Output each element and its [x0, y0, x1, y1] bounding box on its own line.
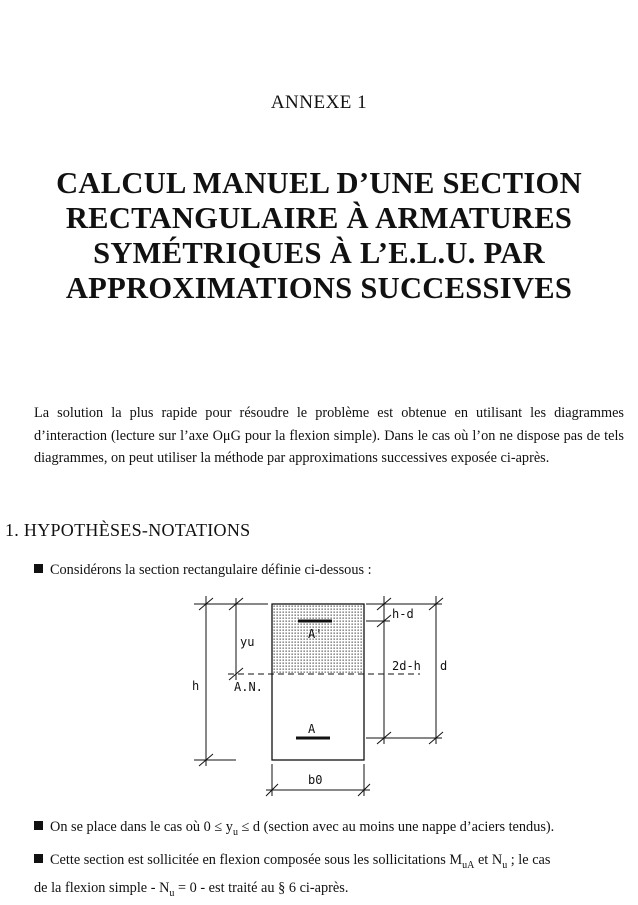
bullet-2-text-b: ≤ d (section avec au moins une nappe d’aciers tendus). — [237, 819, 555, 835]
bullet-square-icon — [34, 564, 43, 573]
bullet-3-text-a: Cette section est sollicitée en flexion composée sous les sollicitations M — [50, 852, 463, 868]
document-title — [0, 166, 638, 306]
label-b0: b0 — [308, 773, 323, 787]
label-a: A — [308, 722, 316, 736]
bullet-item-2 — [34, 816, 554, 844]
bullet-2-subscript: u — [232, 826, 238, 838]
bullet-3-text-b: et N — [474, 852, 503, 868]
section-heading: 1. HYPOTHÈSES-NOTATIONS — [5, 520, 251, 540]
title-line-1: CALCUL MANUEL D’UNE SECTION — [56, 166, 582, 200]
label-a-prime: A' — [308, 627, 323, 641]
bullet-3-line-2 — [34, 877, 624, 905]
bullet-item-3 — [34, 849, 624, 905]
bullet-square-icon — [34, 821, 43, 830]
label-d: d — [440, 659, 448, 673]
bullet-3-line-1 — [34, 849, 624, 877]
label-yu: yu — [240, 635, 255, 649]
bullet-3-line-2-a: de la flexion simple - N — [34, 879, 170, 896]
bullet-3-line-2-b: = 0 - est traité au § 6 ci-après. — [174, 879, 349, 896]
bullet-3-subscript-1: uA — [462, 859, 475, 871]
bullet-3-line-2-subscript: u — [169, 887, 175, 899]
label-h-minus-d: h-d — [392, 607, 414, 621]
label-neutral-axis: A.N. — [234, 680, 263, 694]
intro-paragraph: La solution la plus rapide pour résoudre le problème est obtenue en utilisant les diagrammes d’interaction (lecture sur l’axe OμG pour la flexion simple). Dans le cas où l’on ne dispose pas de tels diagrammes, on peut utiliser la méthode par approximations successives exposée ci-après. — [34, 405, 624, 466]
bullet-item-1 — [34, 559, 372, 581]
label-h: h — [192, 679, 200, 693]
bullet-3-text-c: ; le cas — [507, 852, 551, 868]
title-line-2: RECTANGULAIRE À ARMATURES — [65, 201, 573, 235]
bullet-2-text-a: On se place dans le cas où 0 ≤ y — [50, 819, 233, 835]
title-line-3: SYMÉTRIQUES À L’E.L.U. PAR — [93, 236, 545, 270]
bullet-1-text: Considérons la section rectangulaire définie ci-dessous : — [50, 562, 372, 578]
bullet-square-icon — [34, 854, 43, 863]
bullet-3-subscript-2: u — [502, 859, 508, 871]
label-2d-minus-h: 2d-h — [392, 659, 421, 673]
title-line-4: APPROXIMATIONS SUCCESSIVES — [65, 271, 573, 305]
annex-label: ANNEXE 1 — [270, 92, 368, 113]
section-diagram — [180, 590, 470, 808]
